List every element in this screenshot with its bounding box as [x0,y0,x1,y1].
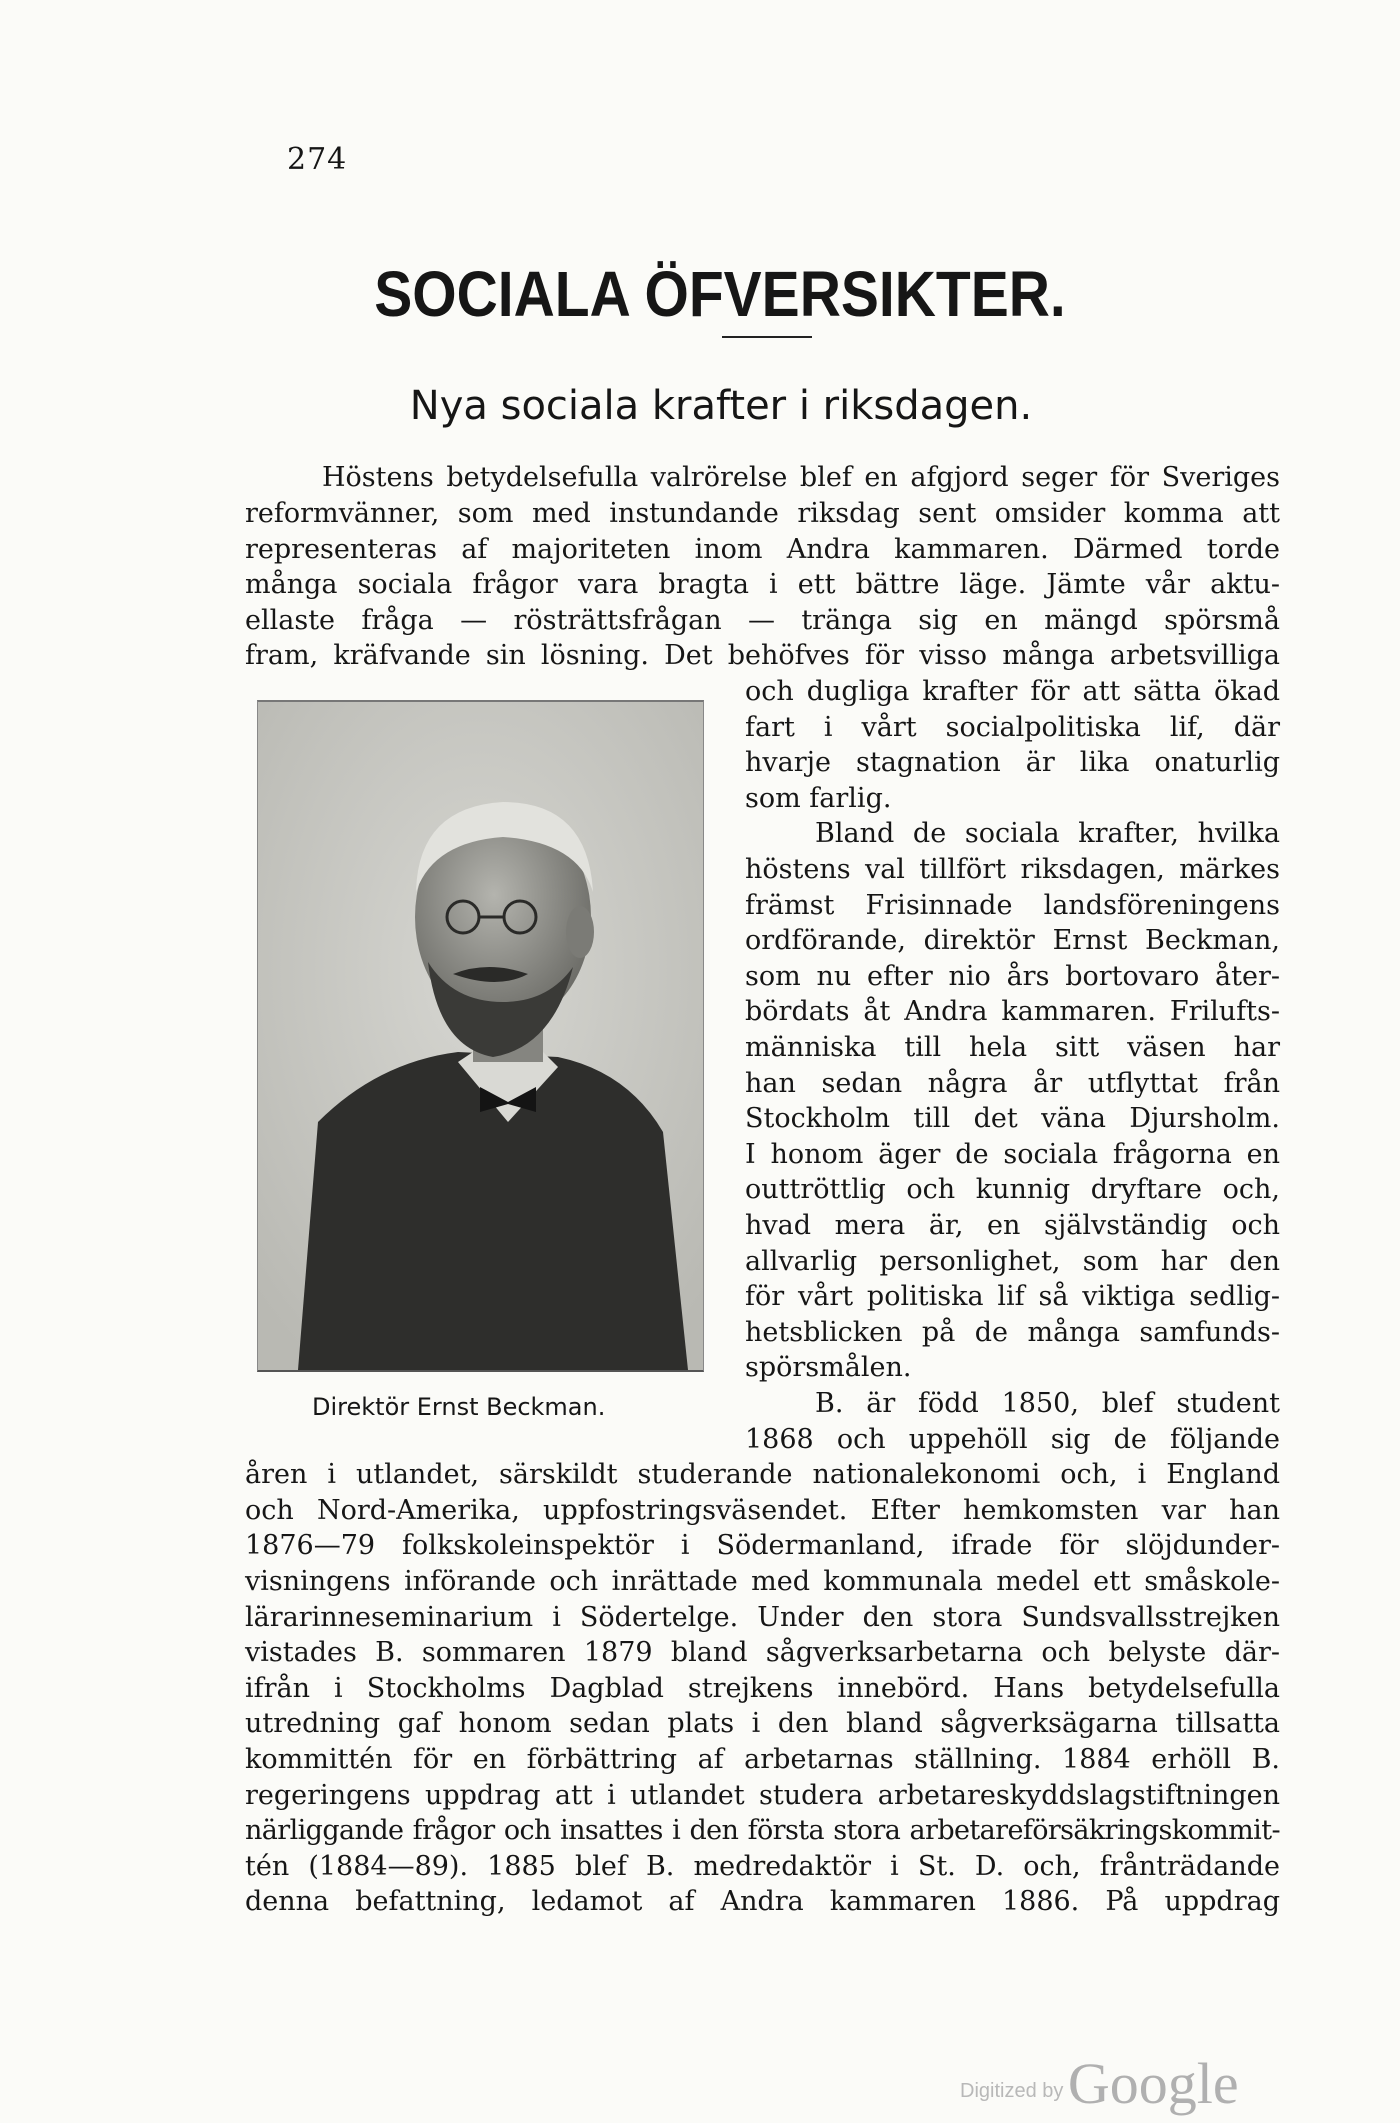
body-line: vistades B. sommaren 1879 bland sågverksarbetarna och belyste där- [245,1637,1280,1668]
body-line: åren i utlandet, särskildt studerande nationalekonomi och, i England [245,1459,1280,1490]
body-line: fart i vårt socialpolitiska lif, där [745,712,1280,743]
body-line: Höstens betydelsefulla valrörelse blef en afgjord seger för Sveriges [322,462,1280,493]
body-line: denna befattning, ledamot af Andra kammaren 1886. På uppdrag [245,1886,1280,1917]
watermark [960,2050,1239,2117]
body-line: och Nord-Amerika, uppfostringsväsendet. Efter hemkomsten var han [245,1495,1280,1526]
body-line: spörsmålen. [745,1352,912,1383]
body-line: närliggande frågor och insattes i den första stora arbetareförsäkringskommit- [245,1815,1280,1846]
body-line: I honom äger de sociala frågorna en [745,1139,1280,1170]
body-line: lärarinneseminarium i Södertelge. Under den stora Sundsvallsstrejken [245,1602,1280,1633]
article-title: Nya sociala krafter i riksdagen. [409,383,1033,429]
body-line: höstens val tillfört riksdagen, märkes [745,854,1280,885]
body-line: bördats åt Andra kammaren. Frilufts- [745,996,1280,1027]
body-line: och dugliga krafter för att sätta ökad [745,676,1280,707]
section-title: SOCIALA ÖFVERSIKTER. [374,259,1066,331]
watermark-prefix: Digitized by [960,2080,1064,2102]
body-line: fram, kräfvande sin lösning. Det behöfves för visso många arbetsvilliga [245,640,1280,671]
body-line: många sociala frågor vara bragta i ett bättre läge. Jämte vår aktu- [245,569,1280,600]
body-line: representeras af majoriteten inom Andra kammaren. Därmed torde [245,534,1280,565]
body-line: hetsblicken på de många samfunds- [745,1317,1280,1348]
body-line: som nu efter nio års bortovaro åter- [745,961,1280,992]
body-line: utredning gaf honom sedan plats i den bland sågverksägarna tillsatta [245,1708,1280,1739]
body-line: ellaste fråga — rösträttsfrågan — tränga sig en mängd spörsmå [245,605,1280,636]
page-number: 274 [287,142,348,177]
body-line: hvad mera är, en självständig och [745,1210,1280,1241]
body-line: kommittén för en förbättring af arbetarnas ställning. 1884 erhöll B. [245,1744,1280,1775]
body-line: visningens införande och inrättade med kommunala medel ett småskole- [245,1566,1280,1597]
body-line: för vårt politiska lif så viktiga sedlig- [745,1281,1280,1312]
body-line: Stockholm till det väna Djursholm. [745,1103,1280,1134]
portrait-photo [257,700,704,1372]
body-line: han sedan några år utflyttat från [745,1068,1280,1099]
body-line: reformvänner, som med instundande riksdag sent omsider komma att [245,498,1280,529]
body-line: ordförande, direktör Ernst Beckman, [745,925,1280,956]
portrait-illustration [258,702,703,1370]
watermark-brand: Google [1067,2051,1239,2116]
body-line: Bland de sociala krafter, hvilka [815,818,1280,849]
body-line: B. är född 1850, blef student [815,1388,1280,1419]
body-line: 1876—79 folkskoleinspektör i Södermanland, ifrade för slöjdunder- [245,1530,1280,1561]
body-line: tén (1884—89). 1885 blef B. medredaktör i St. D. och, frånträdande [245,1851,1280,1882]
title-rule [722,336,812,338]
body-line: 1868 och uppehöll sig de följande [745,1424,1280,1455]
body-line: som farlig. [745,783,892,814]
body-line: hvarje stagnation är lika onaturlig [745,747,1280,778]
body-line: ifrån i Stockholms Dagblad strejkens innebörd. Hans betydelsefulla [245,1673,1280,1704]
body-line: allvarlig personlighet, som har den [745,1246,1280,1277]
body-line: främst Frisinnade landsföreningens [745,890,1280,921]
photo-caption: Direktör Ernst Beckman. [312,1393,606,1421]
body-line: människa till hela sitt väsen har [745,1032,1280,1063]
body-line: outtröttlig och kunnig dryftare och, [745,1174,1280,1205]
body-line: regeringens uppdrag att i utlandet studera arbetareskyddslagstiftningen [245,1780,1280,1811]
